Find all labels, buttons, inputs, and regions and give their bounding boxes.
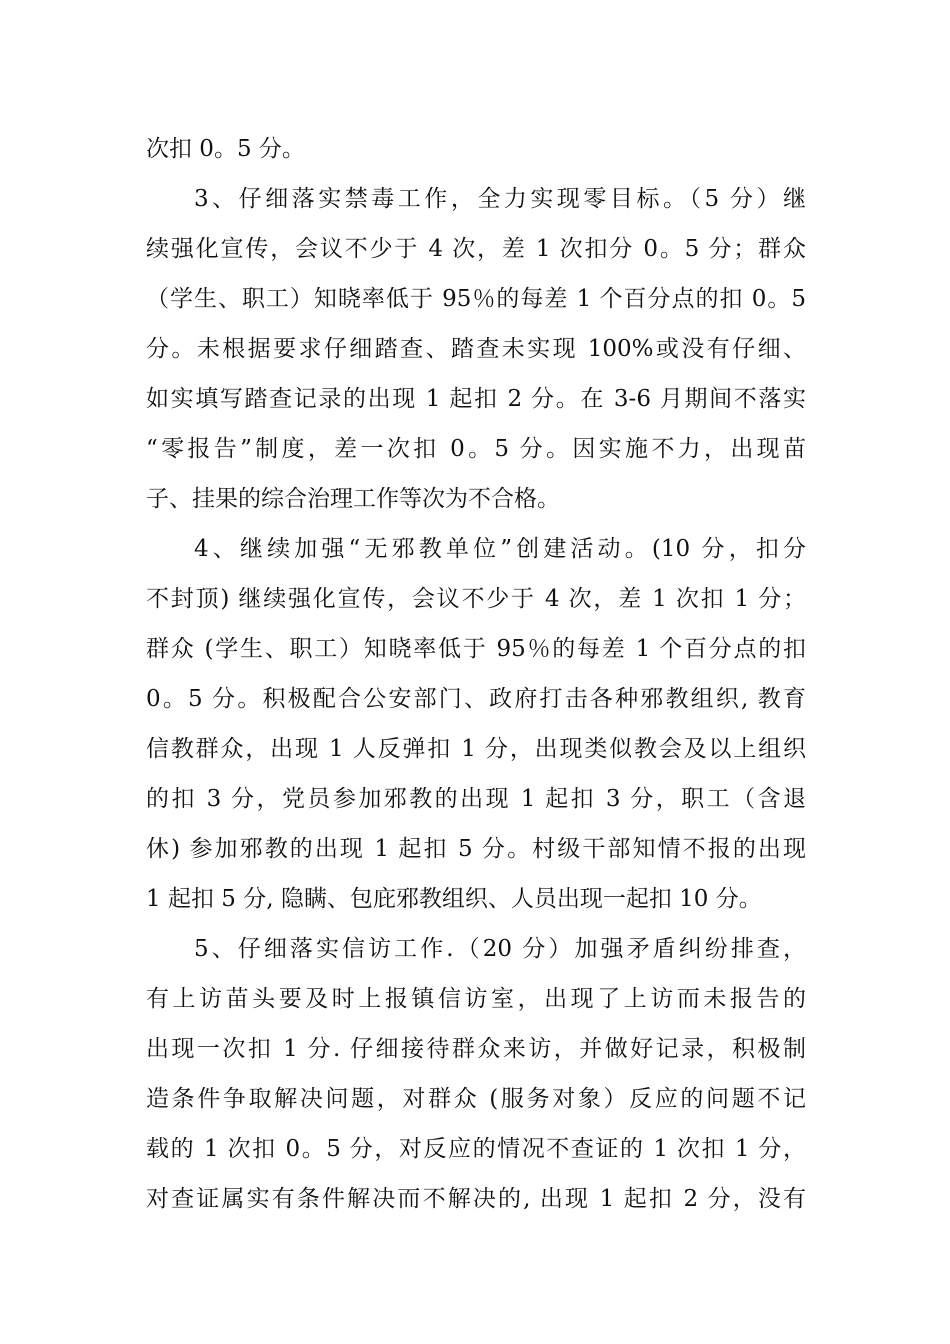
text-line: 分。未根据要求仔细踏查、踏查未实现 100%或没有仔细、 [146, 336, 806, 362]
text-line: “零报告”制度，差一次扣 0。5 分。因实施不力，出现苗 [146, 436, 806, 462]
text-line: 5、仔细落实信访工作.（20 分）加强矛盾纠纷排查， [194, 936, 806, 962]
text-line: 0。5 分。积极配合公安部门、政府打击各种邪教组织, 教育 [146, 686, 806, 712]
text-line: 信教群众，出现 1 人反弹扣 1 分，出现类似教会及以上组织 [146, 736, 806, 762]
text-line: 3、仔细落实禁毒工作，全力实现零目标。（5 分）继 [194, 186, 806, 212]
text-line: 出现一次扣 1 分. 仔细接待群众来访，并做好记录，积极制 [146, 1036, 806, 1062]
text-line: 群众 (学生、职工）知晓率低于 95％的每差 1 个百分点的扣 [146, 636, 806, 662]
text-line: 造条件争取解决问题，对群众 (服务对象）反应的问题不记 [146, 1086, 806, 1112]
text-line: 的扣 3 分，党员参加邪教的出现 1 起扣 3 分，职工（含退 [146, 786, 806, 812]
text-line: 如实填写踏查记录的出现 1 起扣 2 分。在 3-6 月期间不落实 [146, 386, 806, 412]
text-line: 对查证属实有条件解决而不解决的, 出现 1 起扣 2 分，没有 [146, 1186, 806, 1212]
text-line: 子、挂果的综合治理工作等次为不合格。 [146, 486, 560, 512]
text-line: 休) 参加邪教的出现 1 起扣 5 分。村级干部知情不报的出现 [146, 836, 806, 862]
text-line: 载的 1 次扣 0。5 分，对反应的情况不查证的 1 次扣 1 分， [146, 1136, 806, 1162]
text-line: 次扣 0。5 分。 [146, 136, 305, 162]
text-line: 不封顶) 继续强化宣传，会议不少于 4 次，差 1 次扣 1 分； [146, 586, 806, 612]
text-line: 续强化宣传，会议不少于 4 次，差 1 次扣分 0。5 分；群众 [146, 236, 806, 262]
text-line: 有上访苗头要及时上报镇信访室，出现了上访而未报告的 [146, 986, 806, 1012]
text-line: 1 起扣 5 分, 隐瞒、包庇邪教组织、人员出现一起扣 10 分。 [146, 886, 762, 912]
text-line: 4、继续加强“无邪教单位”创建活动。(10 分，扣分 [194, 536, 806, 562]
text-line: （学生、职工）知晓率低于 95％的每差 1 个百分点的扣 0。5 [146, 286, 806, 312]
